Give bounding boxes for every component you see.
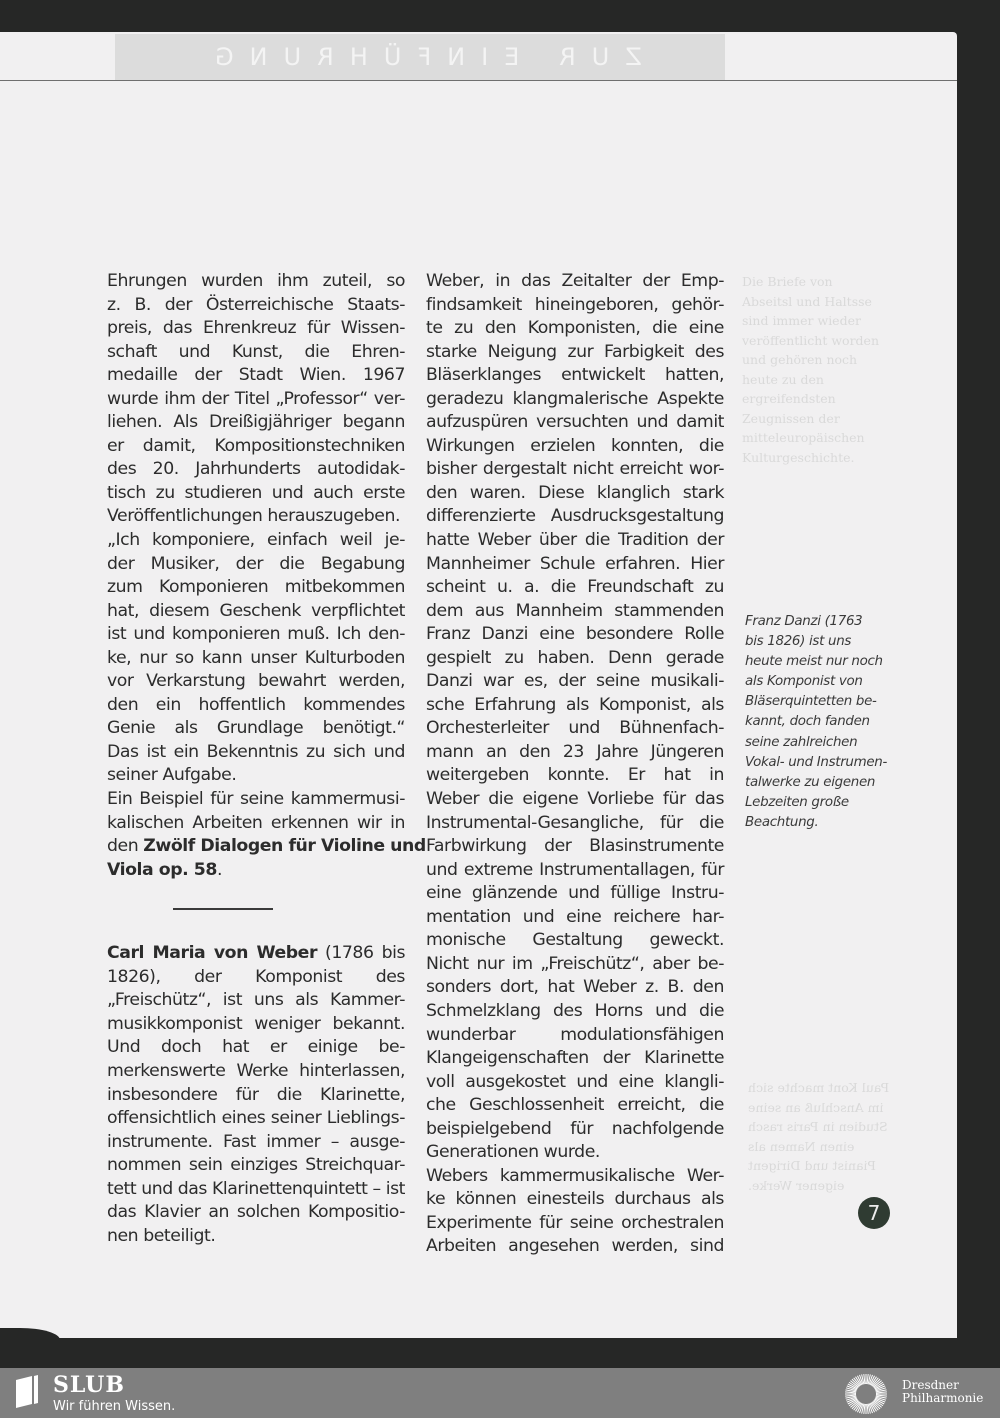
- text-line: Bläserklanges entwickelt hatten,: [426, 365, 724, 386]
- text-line: geradezu klangmalerische Aspekte: [426, 388, 724, 409]
- text-line: musikkomponist weniger bekannt.: [107, 1013, 405, 1034]
- sunburst-ring-icon[interactable]: [842, 1372, 890, 1416]
- text-line: „Ich komponiere, einfach weil je-: [107, 530, 405, 551]
- text-line: offensichtlich eines seiner Lieblings-: [107, 1108, 405, 1129]
- text-line: merkenswerte Werke hinterlassen,: [107, 1060, 405, 1081]
- book-pages-icon: [14, 1374, 40, 1408]
- text-column-left: [107, 270, 426, 1248]
- slub-tagline: Wir führen Wissen.: [53, 1399, 176, 1414]
- text-line: Experimente für seine orchestralen: [426, 1212, 724, 1233]
- text-line: sche Erfahrung als Komponist, als: [426, 694, 724, 715]
- text-line: Ein Beispiel für seine kammermusi-: [107, 789, 405, 810]
- text-line: starke Neigung zur Farbigkeit des: [426, 341, 724, 362]
- text-line: Instrumental-Gesangliche, für die: [426, 812, 724, 833]
- show-through-text-top: Die Briefe von Abseitsl und Haltsse sind immer wieder veröffentlicht worden und gehören noch heute zu den ergreifendsten Zeugnissen der mitteleuropäischen Kulturgeschichte.: [742, 274, 880, 465]
- left-paragraph-lines: [107, 270, 405, 835]
- text-line: aufzuspüren versuchten und damit: [426, 412, 724, 433]
- text-line: eine glänzende und füllige Instru-: [426, 883, 724, 904]
- text-line: Klangeigenschaften der Klarinette: [426, 1048, 724, 1069]
- text-line: Danzi war es, der seine musikali-: [426, 671, 724, 692]
- text-line: ke können einesteils durchaus als: [426, 1189, 724, 1210]
- text-line: Farbwirkung der Blasinstrumente: [426, 836, 724, 857]
- text-line: Weber die eigene Vorliebe für das: [426, 789, 724, 810]
- text-line: monische Gestaltung geweckt.: [426, 930, 724, 951]
- dresdner-philharmonie-logo-text[interactable]: Dresdner Philharmonie: [902, 1378, 984, 1405]
- text-line: Bläserquintetten be-: [745, 694, 877, 710]
- text-line: bisher dergestalt nicht erreicht wor-: [426, 459, 724, 480]
- text-line: Weber, in das Zeitalter der Emp-: [426, 271, 724, 291]
- text-line: nommen sein einziges Streichquar-: [107, 1155, 405, 1176]
- text-line: Genie als Grundlage benötigt.“: [107, 718, 405, 739]
- text-line: Franz Danzi eine besondere Rolle: [426, 624, 724, 645]
- text-line: mentation und eine reichere har-: [426, 906, 724, 927]
- text-line: den waren. Diese klanglich stark: [426, 482, 724, 503]
- text-line: Orchesterleiter und Bühnenfach-: [426, 718, 724, 739]
- text-line: Webers kammermusikalische Wer-: [426, 1165, 724, 1186]
- text-line: Nicht nur im „Freischütz“, aber be-: [426, 953, 724, 974]
- middle-paragraph-lines: [426, 270, 724, 1259]
- text-line: 1826), der Komponist des: [107, 966, 405, 987]
- text-line: che Geschlossenheit erreicht, die: [426, 1095, 724, 1116]
- text-line: insbesondere für die Klarinette,: [107, 1084, 405, 1105]
- text-line: Viola op. 58.: [107, 859, 222, 880]
- text-line: den Zwölf Dialogen für Violine und: [107, 836, 426, 857]
- text-line: zum Komponieren mitbekommen: [107, 577, 405, 598]
- viewer-footer-bar: [0, 1368, 1000, 1418]
- text-line: er damit, Kompositionstechniken: [107, 435, 405, 456]
- text-line: Schmelzklang des Horns und die: [426, 1000, 724, 1021]
- text-line: z. B. der Österreichische Staats-: [107, 294, 405, 315]
- sidenote-franz-danzi: [745, 612, 895, 833]
- weber-paragraph-lines: [107, 966, 405, 1249]
- text-line: ke, nur so kann unser Kulturboden: [107, 647, 405, 668]
- text-line: gespielt zu haben. Denn gerade: [426, 647, 724, 668]
- text-line: Und doch hat er einige be-: [107, 1037, 405, 1058]
- work-title-bold: Viola op. 58: [107, 859, 217, 880]
- text-line: das Klavier an solchen Kompositio-: [107, 1202, 405, 1223]
- text-line: Das ist ein Bekenntnis zu sich und: [107, 741, 405, 762]
- text-line: tett und das Klarinettenquintett – ist: [107, 1178, 405, 1199]
- text-line: weitergeben konnte. Er hat in: [426, 765, 724, 786]
- text-line: hatte Weber über die Tradition der: [426, 530, 724, 551]
- text-line: wunderbar modulationsfähigen: [426, 1024, 724, 1045]
- text-line: seine zahlreichen: [745, 734, 858, 750]
- text-line: bis 1826) ist uns: [745, 634, 852, 650]
- text-line: Wirkungen erzielen konnten, die: [426, 435, 724, 456]
- text-line: liehen. Als Dreißigjähriger begann: [107, 412, 405, 433]
- sunburst-center: [857, 1385, 875, 1403]
- text-line: der Musiker, der die Begabung: [107, 553, 405, 574]
- text-line: Franz Danzi (1763: [745, 614, 863, 629]
- text-line: vor Verkarstung bewahrt werden,: [107, 671, 405, 692]
- text-line: kalischen Arbeiten erkennen wir in: [107, 812, 405, 833]
- section-header-title: ZUR EINFÜHRUNG: [198, 43, 642, 71]
- text-line: wurde ihm der Titel „Professor“ ver-: [107, 388, 405, 409]
- text-line: Generationen wurde.: [426, 1142, 600, 1163]
- text-line: dem aus Mannheim stammenden: [426, 600, 724, 621]
- text-line: medaille der Stadt Wien. 1967: [107, 365, 405, 386]
- work-title-bold: Zwölf Dialogen für Violine und: [143, 836, 426, 857]
- text-line: des 20. Jahrhunderts autodidak-: [107, 459, 405, 480]
- page-number-badge: 7: [858, 1197, 890, 1229]
- text-line: schaft und Kunst, die Ehren-: [107, 341, 405, 362]
- text-line: seiner Aufgabe.: [107, 765, 237, 786]
- slub-logo-name[interactable]: SLUB: [53, 1372, 125, 1398]
- text-line: Arbeiten angesehen werden, sind: [426, 1236, 724, 1257]
- text-line: Lebzeiten große: [745, 794, 849, 810]
- text-line: den ein hoffentlich kommendes: [107, 694, 405, 715]
- text-line: und extreme Instrumentallagen, für: [426, 859, 724, 880]
- text-column-middle: [426, 270, 724, 1259]
- text-line: differenzierte Ausdrucksgestaltung: [426, 506, 724, 527]
- text-line: talwerke zu eigenen: [745, 774, 876, 790]
- section-divider: [173, 908, 273, 910]
- text-line: kannt, doch fanden: [745, 714, 870, 730]
- show-through-text-bottom: Paul Kont machte sich im Anschluß an seine Studien in Paris rasch einen Namen als Pianist und Dirigent eigener Werke.: [748, 1080, 890, 1193]
- text-line: te zu den Komponisten, die eine: [426, 318, 724, 339]
- header-rule: [0, 80, 957, 81]
- composer-name-bold: Carl Maria von Weber: [107, 943, 318, 964]
- text-line: instrumente. Fast immer – ausge-: [107, 1131, 405, 1152]
- text-line: Ehrungen wurden ihm zuteil, so: [107, 271, 405, 291]
- text-line: beispielgebend für nachfolgende: [426, 1118, 724, 1139]
- text-line: sonders dort, hat Weber z. B. den: [426, 977, 724, 998]
- text-line: als Komponist von: [745, 674, 863, 690]
- text-line: mann an den 23 Jahre Jüngeren: [426, 741, 724, 762]
- text-line: Carl Maria von Weber (1786 bis: [107, 943, 405, 964]
- text-line: scheint u. a. die Freundschaft zu: [426, 577, 724, 598]
- text-line: Beachtung.: [745, 814, 819, 830]
- text-line: Mannheimer Schule erfahren. Hier: [426, 553, 724, 574]
- sidenote-lines: [745, 612, 895, 833]
- text-line: „Freischütz“, ist uns als Kammer-: [107, 990, 405, 1011]
- text-line: preis, das Ehrenkreuz für Wissen-: [107, 318, 405, 339]
- text-line: nen beteiligt.: [107, 1225, 216, 1246]
- text-line: tisch zu studieren und auch erste: [107, 482, 405, 503]
- text-line: Vokal- und Instrumen-: [745, 754, 888, 770]
- text-line: voll ausgekostet und eine klangli-: [426, 1071, 724, 1092]
- text-line: hat, diesem Geschenk verpflichtet: [107, 600, 405, 621]
- text-line: ist und komponieren muß. Ich den-: [107, 624, 405, 645]
- section-header-band: [115, 34, 725, 80]
- text-line: findsamkeit hineingeboren, gehör-: [426, 294, 724, 315]
- text-line: Veröffentlichungen herauszugeben.: [107, 506, 401, 527]
- text-line: heute meist nur noch: [745, 654, 883, 670]
